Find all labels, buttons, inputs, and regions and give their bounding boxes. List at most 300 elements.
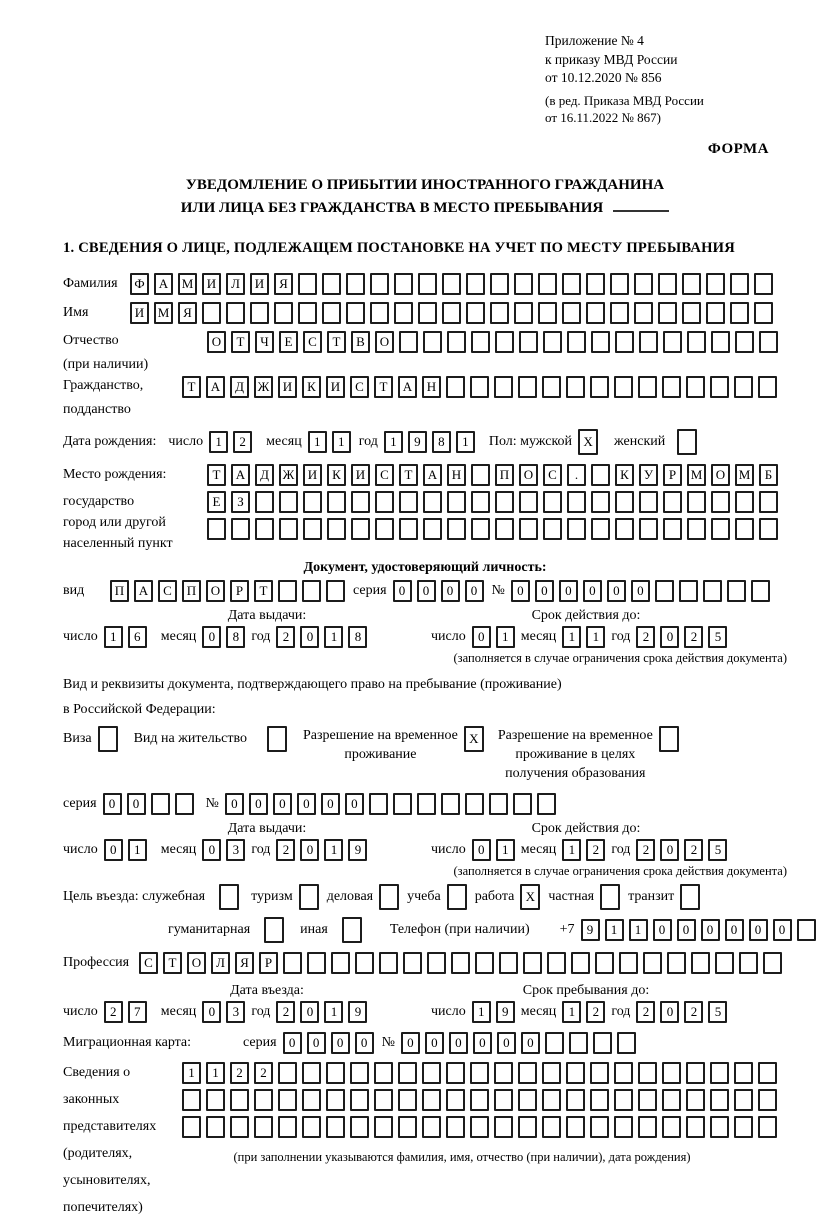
char-box[interactable] (538, 302, 557, 324)
char-box[interactable] (418, 302, 437, 324)
char-box[interactable] (355, 952, 374, 974)
char-box[interactable] (422, 1062, 441, 1084)
char-box[interactable] (466, 273, 485, 295)
char-box[interactable]: 0 (660, 626, 679, 648)
permit-number-input[interactable] (225, 793, 556, 815)
char-box[interactable] (422, 1089, 441, 1111)
char-box[interactable] (691, 952, 710, 974)
char-box[interactable] (494, 1116, 513, 1138)
char-box[interactable]: 1 (324, 839, 343, 861)
char-box[interactable]: Р (663, 464, 682, 486)
char-box[interactable]: 1 (209, 431, 228, 453)
char-box[interactable] (662, 376, 681, 398)
char-box[interactable] (475, 952, 494, 974)
char-box[interactable]: 0 (127, 793, 146, 815)
char-box[interactable] (495, 491, 514, 513)
char-box[interactable] (590, 376, 609, 398)
residence-permit-checkbox[interactable] (267, 726, 287, 752)
purpose-private-checkbox[interactable] (600, 884, 620, 910)
char-box[interactable]: 2 (586, 1001, 605, 1023)
char-box[interactable] (655, 580, 674, 602)
char-box[interactable] (686, 1062, 705, 1084)
char-box[interactable] (711, 331, 730, 353)
char-box[interactable]: Л (211, 952, 230, 974)
char-box[interactable]: О (207, 331, 226, 353)
char-box[interactable] (758, 376, 777, 398)
char-box[interactable] (711, 518, 730, 540)
char-box[interactable] (634, 273, 653, 295)
char-box[interactable]: 0 (300, 839, 319, 861)
char-box[interactable] (399, 518, 418, 540)
char-box[interactable] (394, 302, 413, 324)
char-box[interactable]: 0 (472, 839, 491, 861)
representatives-row3[interactable] (182, 1116, 777, 1138)
char-box[interactable] (370, 302, 389, 324)
char-box[interactable] (734, 1089, 753, 1111)
char-box[interactable] (255, 491, 274, 513)
char-box[interactable] (797, 919, 816, 941)
birth-year-input[interactable] (384, 431, 475, 453)
char-box[interactable] (230, 1089, 249, 1111)
char-box[interactable] (754, 273, 773, 295)
char-box[interactable] (519, 518, 538, 540)
char-box[interactable] (327, 518, 346, 540)
char-box[interactable] (327, 491, 346, 513)
char-box[interactable]: 0 (521, 1032, 540, 1054)
char-box[interactable] (706, 302, 725, 324)
char-box[interactable]: X (578, 429, 598, 455)
char-box[interactable] (518, 1062, 537, 1084)
char-box[interactable] (658, 302, 677, 324)
char-box[interactable]: 0 (441, 580, 460, 602)
char-box[interactable] (542, 376, 561, 398)
char-box[interactable] (518, 1089, 537, 1111)
char-box[interactable] (614, 1062, 633, 1084)
char-box[interactable] (538, 273, 557, 295)
char-box[interactable]: 0 (449, 1032, 468, 1054)
sex-male-checkbox[interactable] (578, 429, 598, 455)
char-box[interactable] (298, 273, 317, 295)
char-box[interactable] (490, 302, 509, 324)
permit-issue-day-input[interactable] (104, 839, 147, 861)
char-box[interactable] (569, 1032, 588, 1054)
permit-issue-month-input[interactable] (202, 839, 245, 861)
char-box[interactable] (403, 952, 422, 974)
char-box[interactable] (350, 1116, 369, 1138)
char-box[interactable] (667, 952, 686, 974)
char-box[interactable]: 2 (684, 626, 703, 648)
char-box[interactable]: X (520, 884, 540, 910)
char-box[interactable]: 0 (297, 793, 316, 815)
char-box[interactable] (610, 273, 629, 295)
char-box[interactable] (446, 376, 465, 398)
char-box[interactable] (566, 1089, 585, 1111)
char-box[interactable]: 7 (128, 1001, 147, 1023)
char-box[interactable] (207, 518, 226, 540)
purpose-transit-checkbox[interactable] (680, 884, 700, 910)
char-box[interactable] (489, 793, 508, 815)
char-box[interactable]: И (278, 376, 297, 398)
char-box[interactable]: Я (178, 302, 197, 324)
entry-day-input[interactable] (104, 1001, 147, 1023)
purpose-other-checkbox[interactable] (342, 917, 362, 943)
char-box[interactable] (634, 302, 653, 324)
char-box[interactable] (446, 1062, 465, 1084)
char-box[interactable] (346, 302, 365, 324)
char-box[interactable] (734, 376, 753, 398)
char-box[interactable]: И (326, 376, 345, 398)
char-box[interactable]: 0 (677, 919, 696, 941)
mig-number-input[interactable] (401, 1032, 636, 1054)
char-box[interactable] (302, 1062, 321, 1084)
char-box[interactable] (399, 331, 418, 353)
char-box[interactable] (619, 952, 638, 974)
char-box[interactable] (686, 1089, 705, 1111)
char-box[interactable] (734, 1062, 753, 1084)
char-box[interactable]: У (639, 464, 658, 486)
char-box[interactable]: 2 (233, 431, 252, 453)
char-box[interactable]: 0 (331, 1032, 350, 1054)
char-box[interactable] (638, 1116, 657, 1138)
char-box[interactable]: Е (279, 331, 298, 353)
char-box[interactable] (682, 273, 701, 295)
char-box[interactable] (662, 1062, 681, 1084)
char-box[interactable]: 0 (473, 1032, 492, 1054)
char-box[interactable]: Т (163, 952, 182, 974)
char-box[interactable]: 1 (496, 626, 515, 648)
char-box[interactable] (326, 1062, 345, 1084)
stay-month-input[interactable] (562, 1001, 605, 1023)
birth-place-row3[interactable] (207, 518, 778, 540)
char-box[interactable]: Т (182, 376, 201, 398)
char-box[interactable]: 3 (226, 839, 245, 861)
char-box[interactable]: 8 (348, 626, 367, 648)
char-box[interactable] (566, 376, 585, 398)
char-box[interactable]: 1 (496, 839, 515, 861)
char-box[interactable] (710, 376, 729, 398)
char-box[interactable]: 0 (307, 1032, 326, 1054)
purpose-humanitarian-checkbox[interactable] (264, 917, 284, 943)
char-box[interactable] (278, 1089, 297, 1111)
char-box[interactable] (686, 376, 705, 398)
stay-year-input[interactable] (636, 1001, 727, 1023)
char-box[interactable] (182, 1089, 201, 1111)
char-box[interactable]: М (178, 273, 197, 295)
char-box[interactable]: 0 (103, 793, 122, 815)
char-box[interactable]: . (567, 464, 586, 486)
char-box[interactable]: А (423, 464, 442, 486)
char-box[interactable] (255, 518, 274, 540)
char-box[interactable] (567, 491, 586, 513)
char-box[interactable]: Т (207, 464, 226, 486)
char-box[interactable]: М (154, 302, 173, 324)
visa-checkbox[interactable] (98, 726, 118, 752)
char-box[interactable] (710, 1116, 729, 1138)
citizenship-input[interactable] (182, 376, 777, 398)
char-box[interactable] (302, 1116, 321, 1138)
char-box[interactable]: 0 (225, 793, 244, 815)
char-box[interactable] (298, 302, 317, 324)
char-box[interactable]: А (154, 273, 173, 295)
char-box[interactable]: 1 (332, 431, 351, 453)
char-box[interactable] (679, 580, 698, 602)
char-box[interactable] (322, 302, 341, 324)
edu-permit-checkbox[interactable] (659, 726, 679, 752)
char-box[interactable]: 1 (562, 626, 581, 648)
permit-valid-year-input[interactable] (636, 839, 727, 861)
char-box[interactable]: 0 (465, 580, 484, 602)
char-box[interactable] (638, 1089, 657, 1111)
permit-series-input[interactable] (103, 793, 194, 815)
char-box[interactable] (710, 1062, 729, 1084)
char-box[interactable] (446, 1089, 465, 1111)
char-box[interactable] (267, 726, 287, 752)
char-box[interactable] (495, 331, 514, 353)
char-box[interactable]: 2 (276, 1001, 295, 1023)
char-box[interactable] (351, 518, 370, 540)
char-box[interactable]: 2 (684, 1001, 703, 1023)
char-box[interactable] (182, 1116, 201, 1138)
char-box[interactable] (451, 952, 470, 974)
char-box[interactable]: 2 (276, 839, 295, 861)
char-box[interactable]: Я (235, 952, 254, 974)
char-box[interactable] (175, 793, 194, 815)
char-box[interactable]: К (615, 464, 634, 486)
char-box[interactable] (303, 491, 322, 513)
char-box[interactable] (254, 1089, 273, 1111)
char-box[interactable] (562, 302, 581, 324)
char-box[interactable]: 2 (586, 839, 605, 861)
char-box[interactable] (614, 1116, 633, 1138)
char-box[interactable] (682, 302, 701, 324)
char-box[interactable]: 0 (104, 839, 123, 861)
char-box[interactable] (617, 1032, 636, 1054)
char-box[interactable]: С (543, 464, 562, 486)
char-box[interactable] (735, 491, 754, 513)
char-box[interactable]: 0 (273, 793, 292, 815)
char-box[interactable]: 5 (708, 1001, 727, 1023)
char-box[interactable] (379, 884, 399, 910)
char-box[interactable]: 1 (562, 1001, 581, 1023)
char-box[interactable] (639, 491, 658, 513)
char-box[interactable] (422, 1116, 441, 1138)
char-box[interactable] (398, 1062, 417, 1084)
char-box[interactable]: 9 (581, 919, 600, 941)
char-box[interactable] (542, 1089, 561, 1111)
representatives-row2[interactable] (182, 1089, 777, 1111)
char-box[interactable] (542, 1062, 561, 1084)
char-box[interactable] (471, 491, 490, 513)
char-box[interactable] (470, 1089, 489, 1111)
char-box[interactable] (638, 1062, 657, 1084)
char-box[interactable] (593, 1032, 612, 1054)
char-box[interactable]: А (206, 376, 225, 398)
char-box[interactable]: 1 (128, 839, 147, 861)
char-box[interactable] (542, 1116, 561, 1138)
char-box[interactable]: 8 (226, 626, 245, 648)
char-box[interactable] (417, 793, 436, 815)
sex-female-checkbox[interactable] (677, 429, 697, 455)
char-box[interactable] (206, 1089, 225, 1111)
char-box[interactable] (514, 302, 533, 324)
char-box[interactable]: Ж (279, 464, 298, 486)
char-box[interactable]: 0 (511, 580, 530, 602)
char-box[interactable] (639, 331, 658, 353)
char-box[interactable] (663, 491, 682, 513)
char-box[interactable]: 3 (226, 1001, 245, 1023)
char-box[interactable] (342, 917, 362, 943)
char-box[interactable] (369, 793, 388, 815)
char-box[interactable] (466, 302, 485, 324)
char-box[interactable] (418, 273, 437, 295)
char-box[interactable]: X (464, 726, 484, 752)
char-box[interactable] (711, 491, 730, 513)
char-box[interactable] (658, 273, 677, 295)
char-box[interactable]: М (735, 464, 754, 486)
char-box[interactable] (441, 793, 460, 815)
char-box[interactable] (763, 952, 782, 974)
char-box[interactable] (662, 1116, 681, 1138)
char-box[interactable] (735, 518, 754, 540)
char-box[interactable] (739, 952, 758, 974)
mig-series-input[interactable] (283, 1032, 374, 1054)
char-box[interactable]: Е (207, 491, 226, 513)
char-box[interactable] (686, 1116, 705, 1138)
char-box[interactable]: 1 (456, 431, 475, 453)
char-box[interactable] (470, 1116, 489, 1138)
char-box[interactable]: 1 (605, 919, 624, 941)
char-box[interactable] (374, 1089, 393, 1111)
char-box[interactable]: 0 (300, 1001, 319, 1023)
char-box[interactable] (710, 1089, 729, 1111)
char-box[interactable]: 1 (104, 626, 123, 648)
char-box[interactable]: З (231, 491, 250, 513)
char-box[interactable] (447, 884, 467, 910)
char-box[interactable]: 0 (660, 839, 679, 861)
char-box[interactable]: Т (327, 331, 346, 353)
char-box[interactable]: К (302, 376, 321, 398)
char-box[interactable]: 0 (559, 580, 578, 602)
char-box[interactable] (375, 491, 394, 513)
char-box[interactable] (490, 273, 509, 295)
char-box[interactable] (326, 1116, 345, 1138)
char-box[interactable]: П (495, 464, 514, 486)
char-box[interactable]: М (687, 464, 706, 486)
char-box[interactable]: 0 (202, 1001, 221, 1023)
char-box[interactable]: 0 (355, 1032, 374, 1054)
char-box[interactable] (590, 1089, 609, 1111)
id-valid-month-input[interactable] (562, 626, 605, 648)
char-box[interactable] (279, 518, 298, 540)
char-box[interactable] (566, 1062, 585, 1084)
char-box[interactable] (427, 952, 446, 974)
char-box[interactable] (350, 1089, 369, 1111)
char-box[interactable]: 0 (535, 580, 554, 602)
char-box[interactable] (499, 952, 518, 974)
char-box[interactable] (759, 491, 778, 513)
char-box[interactable] (523, 952, 542, 974)
char-box[interactable] (615, 518, 634, 540)
char-box[interactable] (226, 302, 245, 324)
char-box[interactable] (659, 726, 679, 752)
char-box[interactable] (687, 331, 706, 353)
char-box[interactable]: 0 (701, 919, 720, 941)
char-box[interactable]: 0 (300, 626, 319, 648)
char-box[interactable]: 0 (725, 919, 744, 941)
char-box[interactable] (250, 302, 269, 324)
char-box[interactable]: Р (230, 580, 249, 602)
char-box[interactable]: 9 (348, 839, 367, 861)
char-box[interactable]: 2 (254, 1062, 273, 1084)
char-box[interactable] (518, 376, 537, 398)
char-box[interactable] (447, 331, 466, 353)
char-box[interactable] (446, 1116, 465, 1138)
char-box[interactable] (283, 952, 302, 974)
char-box[interactable]: 2 (636, 1001, 655, 1023)
char-box[interactable] (730, 273, 749, 295)
char-box[interactable]: К (327, 464, 346, 486)
char-box[interactable]: 1 (384, 431, 403, 453)
representatives-row1[interactable] (182, 1062, 777, 1084)
char-box[interactable]: 5 (708, 839, 727, 861)
char-box[interactable]: Ф (130, 273, 149, 295)
char-box[interactable] (715, 952, 734, 974)
char-box[interactable] (370, 273, 389, 295)
char-box[interactable] (663, 331, 682, 353)
char-box[interactable] (494, 1062, 513, 1084)
char-box[interactable] (537, 793, 556, 815)
char-box[interactable] (279, 491, 298, 513)
char-box[interactable] (759, 331, 778, 353)
char-box[interactable] (591, 464, 610, 486)
char-box[interactable]: Н (422, 376, 441, 398)
char-box[interactable]: С (158, 580, 177, 602)
char-box[interactable]: 0 (202, 839, 221, 861)
char-box[interactable]: В (351, 331, 370, 353)
char-box[interactable] (331, 952, 350, 974)
purpose-study-checkbox[interactable] (447, 884, 467, 910)
char-box[interactable]: 6 (128, 626, 147, 648)
char-box[interactable] (206, 1116, 225, 1138)
char-box[interactable] (442, 302, 461, 324)
char-box[interactable]: Я (274, 273, 293, 295)
char-box[interactable]: 0 (417, 580, 436, 602)
char-box[interactable] (254, 1116, 273, 1138)
char-box[interactable] (610, 302, 629, 324)
char-box[interactable] (591, 518, 610, 540)
char-box[interactable]: 0 (393, 580, 412, 602)
purpose-official-checkbox[interactable] (219, 884, 239, 910)
char-box[interactable] (303, 518, 322, 540)
char-box[interactable] (759, 518, 778, 540)
char-box[interactable]: 0 (283, 1032, 302, 1054)
char-box[interactable]: 0 (653, 919, 672, 941)
char-box[interactable]: 1 (472, 1001, 491, 1023)
char-box[interactable] (735, 331, 754, 353)
char-box[interactable]: С (139, 952, 158, 974)
char-box[interactable] (591, 491, 610, 513)
char-box[interactable]: 0 (345, 793, 364, 815)
id-issue-day-input[interactable] (104, 626, 147, 648)
char-box[interactable] (643, 952, 662, 974)
char-box[interactable] (758, 1089, 777, 1111)
char-box[interactable] (379, 952, 398, 974)
profession-input[interactable] (139, 952, 782, 974)
char-box[interactable] (754, 302, 773, 324)
char-box[interactable] (519, 331, 538, 353)
char-box[interactable] (562, 273, 581, 295)
id-issue-month-input[interactable] (202, 626, 245, 648)
